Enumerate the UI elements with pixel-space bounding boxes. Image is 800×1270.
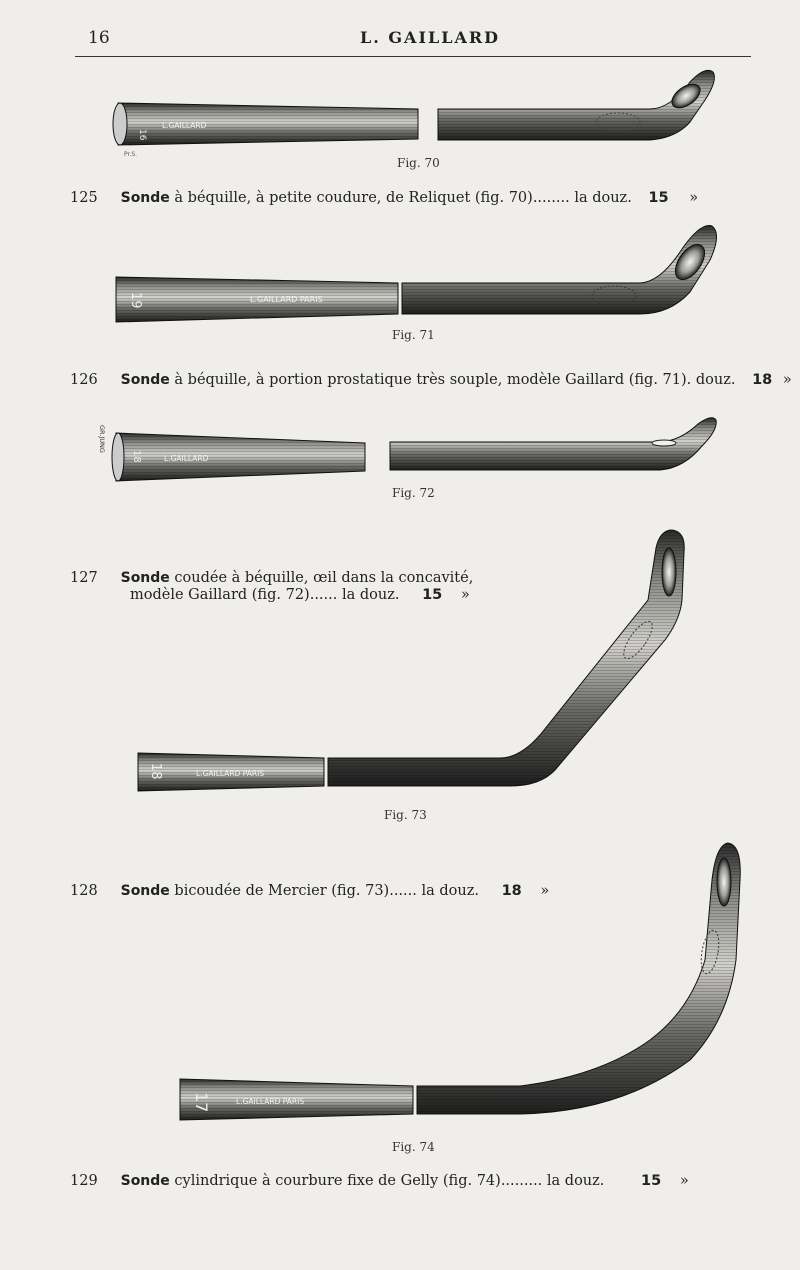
size-mark-fig-71: 19 — [128, 292, 143, 309]
catalog-entry-127-line2 — [130, 587, 470, 603]
marking-fig-72: L.GAILLARD — [164, 454, 209, 463]
dot-leader: ......... — [500, 1173, 543, 1189]
entry-text-line2: modèle Gaillard (fig. 72) — [130, 587, 310, 603]
entry-word: Sonde — [120, 883, 170, 899]
entry-text: cylindrique à courbure fixe de Gelly (fig. 74) — [174, 1173, 501, 1189]
entry-text: bicoudée de Mercier (fig. 73) — [174, 883, 390, 899]
entry-unit: la douz. — [546, 1173, 605, 1189]
figure-caption-72: Fig. 72 — [392, 486, 435, 500]
entry-word: Sonde — [120, 570, 170, 586]
entry-number: 129 — [70, 1173, 98, 1189]
dot-leader: ........ — [532, 190, 570, 206]
size-mark-fig-74: 17 — [192, 1092, 211, 1113]
figure-caption-70: Fig. 70 — [397, 156, 440, 170]
catheter-fig-72 — [98, 418, 716, 481]
entry-price: 15 — [648, 190, 669, 206]
engraver-signature-fig-70: Pr.S. — [124, 151, 138, 158]
entry-suffix: » — [689, 190, 699, 206]
entry-price: 15 — [422, 587, 443, 603]
entry-price: 15 — [641, 1173, 662, 1189]
entry-number: 128 — [70, 883, 98, 899]
entry-number: 127 — [70, 570, 98, 586]
entry-text: coudée à béquille, œil dans la concavité, — [174, 570, 474, 586]
size-mark-fig-72: 18 — [131, 450, 142, 463]
entry-suffix: » — [540, 883, 550, 899]
entry-suffix: » — [679, 1173, 689, 1189]
entry-text: à béquille, à petite coudure, de Reliquet (fig. 70) — [174, 190, 533, 206]
entry-text: à béquille, à portion prostatique très souple, modèle Gaillard (fig. 71). douz. — [174, 372, 736, 388]
marking-fig-73: L.GAILLARD PARIS — [196, 769, 265, 778]
dot-leader: ...... — [309, 587, 338, 603]
marking-fig-71: L.GAILLARD PARIS — [250, 295, 323, 304]
entry-price: 18 — [752, 372, 773, 388]
catalog-entry-125 — [70, 190, 698, 206]
entry-number: 126 — [70, 372, 98, 388]
entry-word: Sonde — [120, 190, 170, 206]
catalog-entry-129 — [70, 1173, 689, 1189]
running-title: L. GAILLARD — [360, 28, 501, 47]
entry-unit: la douz. — [341, 587, 400, 603]
catheter-fig-70 — [113, 70, 714, 158]
entry-number: 125 — [70, 190, 98, 206]
figure-caption-73: Fig. 73 — [384, 808, 427, 822]
entry-word: Sonde — [120, 372, 170, 388]
marking-fig-74: L.GAILLARD PARIS — [236, 1097, 305, 1106]
dot-leader: ...... — [389, 883, 417, 899]
size-mark-fig-73: 18 — [148, 763, 163, 780]
entry-suffix: » — [460, 587, 470, 603]
catalog-entry-128 — [70, 883, 549, 899]
figure-caption-74: Fig. 74 — [392, 1140, 435, 1154]
catalog-entry-126 — [70, 372, 792, 388]
engraver-signature-fig-72: GR.JUNG — [98, 425, 106, 453]
figure-caption-71: Fig. 71 — [392, 328, 435, 342]
catheter-fig-71 — [116, 226, 717, 322]
size-mark-fig-70: 16 — [137, 129, 147, 141]
catalog-entry-127 — [70, 570, 473, 586]
entry-suffix: » — [782, 372, 792, 388]
entry-price: 18 — [501, 883, 522, 899]
entry-unit: la douz. — [421, 883, 479, 899]
page-number: 16 — [88, 28, 110, 48]
entry-word: Sonde — [120, 1173, 170, 1189]
marking-fig-70: L.GAILLARD — [162, 121, 207, 130]
entry-unit: la douz. — [574, 190, 632, 206]
